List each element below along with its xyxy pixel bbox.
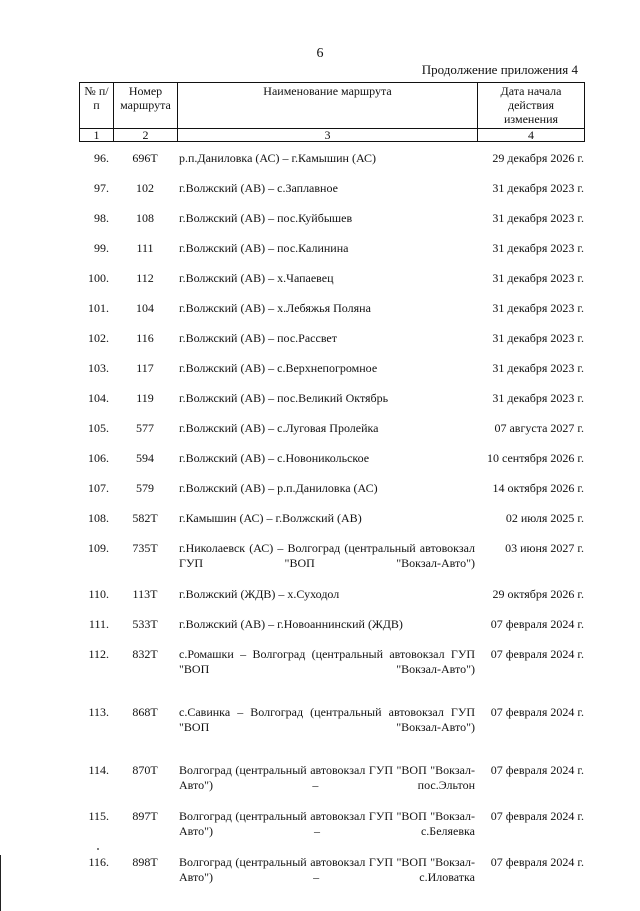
start-date: 10 сентября 2026 г. bbox=[486, 451, 584, 465]
row-number: 111. bbox=[88, 617, 109, 631]
route-name: г.Волжский (АВ) – с.Новоникольское bbox=[179, 451, 370, 465]
route-number: 594 bbox=[136, 451, 154, 465]
route-number: 579 bbox=[136, 481, 154, 495]
header-start-date: Дата начала действия изменения bbox=[478, 83, 585, 129]
start-date: 07 февраля 2024 г. bbox=[490, 855, 584, 869]
start-date: 07 февраля 2024 г. bbox=[490, 647, 584, 661]
header-num-2: 2 bbox=[114, 129, 178, 142]
route-name: г.Волжский (АВ) – х.Чапаевец bbox=[179, 271, 334, 285]
start-date: 31 декабря 2023 г. bbox=[492, 391, 584, 405]
route-name: г.Камышин (АС) – г.Волжский (АВ) bbox=[179, 511, 362, 525]
route-name: г.Волжский (АВ) – пос.Калинина bbox=[179, 241, 349, 255]
route-name: г.Волжский (АВ) – х.Лебяжья Поляна bbox=[179, 301, 371, 315]
header-num-3: 3 bbox=[178, 129, 478, 142]
start-date: 31 декабря 2023 г. bbox=[492, 181, 584, 195]
row-number: 100. bbox=[88, 271, 109, 285]
row-number: 105. bbox=[88, 421, 109, 435]
header-num-4: 4 bbox=[478, 129, 585, 142]
start-date: 31 декабря 2023 г. bbox=[492, 301, 584, 315]
start-date: 31 декабря 2023 г. bbox=[492, 271, 584, 285]
route-name: г.Волжский (АВ) – г.Новоаннинский (ЖДВ) bbox=[179, 617, 403, 631]
route-name: г.Волжский (АВ) – с.Луговая Пролейка bbox=[179, 421, 379, 435]
start-date: 29 октября 2026 г. bbox=[492, 587, 584, 601]
row-number: 115. bbox=[88, 809, 109, 823]
row-number: 113. bbox=[88, 705, 109, 719]
row-number: 116. bbox=[88, 855, 109, 869]
route-name: р.п.Даниловка (АС) – г.Камышин (АС) bbox=[179, 151, 377, 165]
row-number: 104. bbox=[88, 391, 109, 405]
route-number: 870Т bbox=[132, 763, 158, 777]
header-num-1: 1 bbox=[80, 129, 114, 142]
continuation-label: Продолжение приложения 4 bbox=[421, 62, 578, 77]
row-number: 110. bbox=[88, 587, 109, 601]
route-number: 582Т bbox=[132, 511, 158, 525]
route-number: 119 bbox=[136, 391, 154, 405]
start-date: 03 июня 2027 г. bbox=[505, 541, 584, 555]
start-date: 07 февраля 2024 г. bbox=[490, 809, 584, 823]
route-number: 113Т bbox=[132, 587, 158, 601]
row-number: 114. bbox=[88, 763, 109, 777]
row-number: 108. bbox=[88, 511, 109, 525]
header-route-number: Номер маршрута bbox=[114, 83, 178, 129]
route-number: 102 bbox=[136, 181, 154, 195]
start-date: 07 февраля 2024 г. bbox=[490, 763, 584, 777]
row-number: 97. bbox=[94, 181, 109, 195]
route-number: 117 bbox=[136, 361, 154, 375]
start-date: 31 декабря 2023 г. bbox=[492, 241, 584, 255]
start-date: 07 февраля 2024 г. bbox=[490, 617, 584, 631]
route-name: с.Савинка – Волгоград (центральный автовокзал ГУП "ВОП "Вокзал-Авто") bbox=[179, 705, 475, 734]
table-header bbox=[79, 82, 585, 142]
route-name: с.Ромашки – Волгоград (центральный автовокзал ГУП "ВОП "Вокзал-Авто") bbox=[179, 647, 475, 676]
row-number: 106. bbox=[88, 451, 109, 465]
row-number: 112. bbox=[88, 647, 109, 661]
start-date: 31 декабря 2023 г. bbox=[492, 331, 584, 345]
route-name: г.Волжский (АВ) – пос.Рассвет bbox=[179, 331, 338, 345]
route-name: г.Волжский (АВ) – пос.Великий Октябрь bbox=[179, 391, 389, 405]
row-number: 109. bbox=[88, 541, 109, 555]
route-number: 111 bbox=[136, 241, 154, 255]
row-number: 102. bbox=[88, 331, 109, 345]
scan-edge bbox=[0, 855, 1, 911]
route-name: г.Волжский (АВ) – р.п.Даниловка (АС) bbox=[179, 481, 378, 495]
start-date: 07 августа 2027 г. bbox=[494, 421, 584, 435]
route-name: г.Волжский (АВ) – с.Верхнепогромное bbox=[179, 361, 378, 375]
start-date: 07 февраля 2024 г. bbox=[490, 705, 584, 719]
route-number: 832Т bbox=[132, 647, 158, 661]
row-number: 99. bbox=[94, 241, 109, 255]
route-number: 116 bbox=[136, 331, 154, 345]
route-number: 108 bbox=[136, 211, 154, 225]
route-name: г.Волжский (АВ) – с.Заплавное bbox=[179, 181, 338, 195]
route-number: 104 bbox=[136, 301, 154, 315]
row-number: 107. bbox=[88, 481, 109, 495]
route-number: 112 bbox=[136, 271, 154, 285]
route-number: 898Т bbox=[132, 855, 158, 869]
route-name: г.Волжский (ЖДВ) – х.Суходол bbox=[179, 587, 340, 601]
row-number: 98. bbox=[94, 211, 109, 225]
start-date: 31 декабря 2023 г. bbox=[492, 361, 584, 375]
route-name: Волгоград (центральный автовокзал ГУП "ВОП "Вокзал-Авто") – пос.Эльтон bbox=[179, 763, 475, 792]
route-number: 696Т bbox=[132, 151, 158, 165]
header-route-name: Наименование маршрута bbox=[178, 83, 478, 129]
route-number: 533Т bbox=[132, 617, 158, 631]
start-date: 02 июля 2025 г. bbox=[505, 511, 584, 525]
route-name: Волгоград (центральный автовокзал ГУП "ВОП "Вокзал-Авто") – с.Беляевка bbox=[179, 809, 475, 838]
route-name: Волгоград (центральный автовокзал ГУП "ВОП "Вокзал-Авто") – с.Иловатка bbox=[179, 855, 475, 884]
route-number: 735Т bbox=[132, 541, 158, 555]
row-number: 103. bbox=[88, 361, 109, 375]
header-number: № п/п bbox=[80, 83, 114, 129]
route-number: 577 bbox=[136, 421, 154, 435]
route-number: 897Т bbox=[132, 809, 158, 823]
row-number: 101. bbox=[88, 301, 109, 315]
scan-speck bbox=[97, 848, 99, 850]
start-date: 14 октября 2026 г. bbox=[492, 481, 584, 495]
row-number: 96. bbox=[94, 151, 109, 165]
route-number: 868Т bbox=[132, 705, 158, 719]
start-date: 29 декабря 2026 г. bbox=[492, 151, 584, 165]
page-number: 6 bbox=[316, 46, 324, 61]
route-name: г.Волжский (АВ) – пос.Куйбышев bbox=[179, 211, 353, 225]
route-name: г.Николаевск (АС) – Волгоград (центральный автовокзал ГУП "ВОП "Вокзал-Авто") bbox=[179, 541, 475, 570]
start-date: 31 декабря 2023 г. bbox=[492, 211, 584, 225]
